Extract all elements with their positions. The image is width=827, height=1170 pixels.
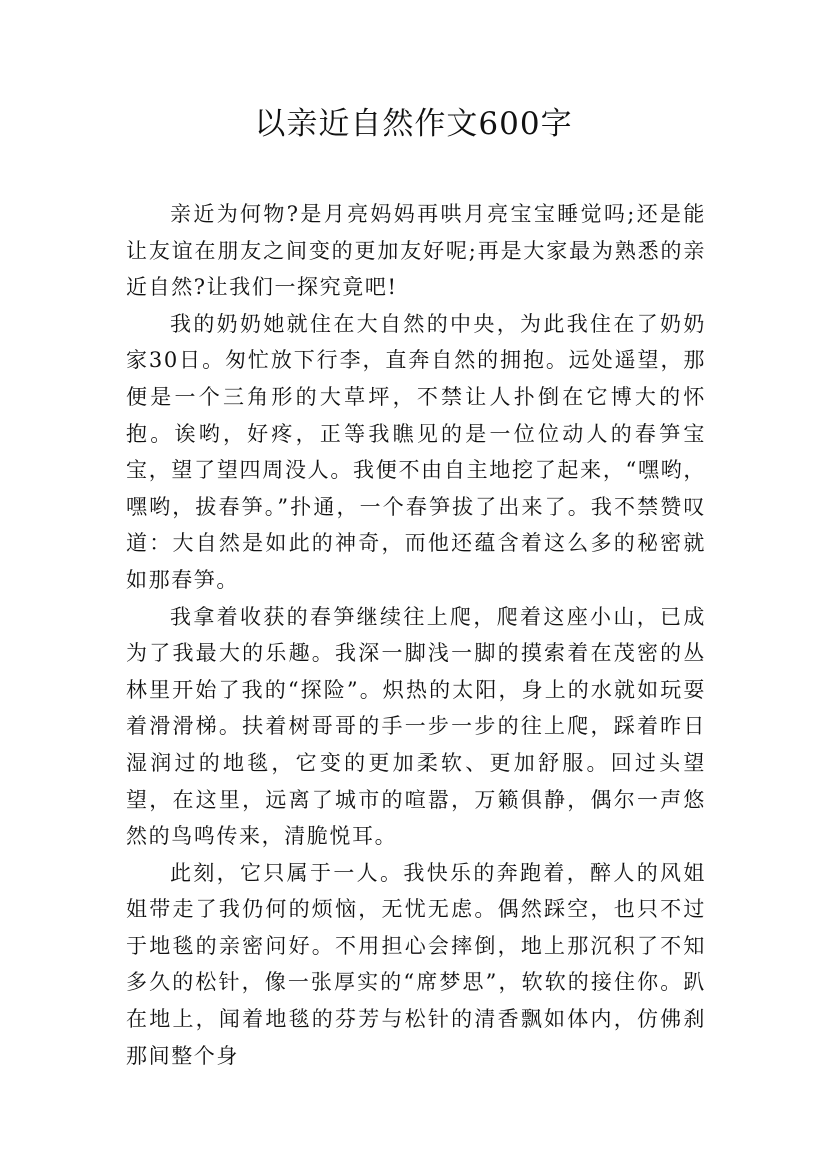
document-body bbox=[126, 196, 706, 1074]
paragraph-4: 此刻，它只属于一人。我快乐的奔跑着，醉人的风姐姐带走了我仍何的烦恼，无忧无虑。偶然踩空，也只不过于地毯的亲密问好。不用担心会摔倒，地上那沉积了不知多久的松针，像一张厚实的“席梦思”，软软的接住你。趴在地上，闻着地毯的芬芳与松针的清香飘如体内，仿佛刹那间整个身 bbox=[126, 860, 706, 1068]
paragraph-2: 我的奶奶她就住在大自然的中央，为此我住在了奶奶家30日。匆忙放下行李，直奔自然的拥抱。远处遥望，那便是一个三角形的大草坪，不禁让人扑倒在它博大的怀抱。诶哟，好疼，正等我瞧见的是一位位动人的春笋宝宝，望了望四周没人。我便不由自主地挖了起来，“嘿哟，嘿哟，拔春笋。”扑通，一个春笋拔了出来了。我不禁赞叹道：大自然是如此的神奇，而他还蕴含着这么多的秘密就如那春笋。 bbox=[126, 311, 706, 592]
paragraph-3: 我拿着收获的春笋继续往上爬，爬着这座小山，已成为了我最大的乐趣。我深一脚浅一脚的摸索着在茂密的丛林里开始了我的“探险”。炽热的太阳，身上的水就如玩耍着滑滑梯。扶着树哥哥的手一步一步的往上爬，踩着昨日湿润过的地毯，它变的更加柔软、更加舒服。回过头望望，在这里，远离了城市的喧嚣，万籁俱静，偶尔一声悠然的鸟鸣传来，清脆悦耳。 bbox=[126, 604, 706, 849]
paragraph-1: 亲近为何物?是月亮妈妈再哄月亮宝宝睡觉吗;还是能让友谊在朋友之间变的更加友好呢;再是大家最为熟悉的亲近自然?让我们一探究竟吧! bbox=[126, 202, 706, 300]
document-title: 以亲近自然作文600字 bbox=[254, 106, 573, 142]
